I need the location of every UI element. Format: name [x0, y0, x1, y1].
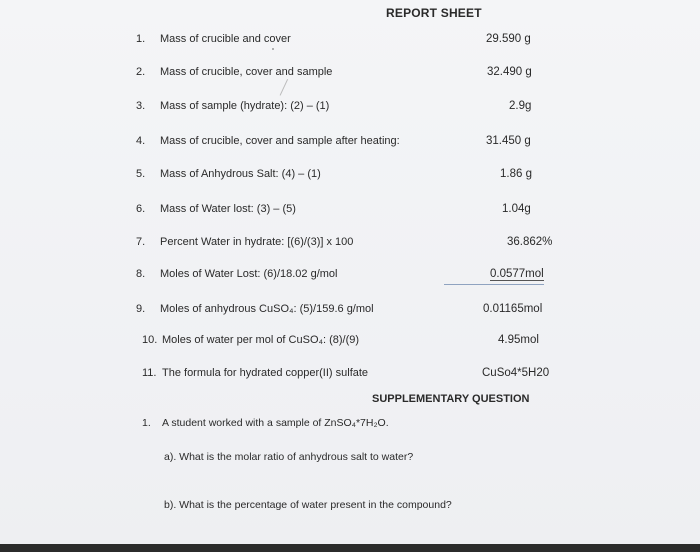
item-label: Mass of crucible and cover — [160, 33, 291, 45]
answer-line — [444, 284, 544, 285]
list-item — [0, 168, 700, 186]
item-number: 5. — [136, 168, 146, 180]
item-label: Mass of crucible, cover and sample after heating: — [160, 135, 400, 147]
list-item — [0, 66, 700, 84]
item-value: 36.862% — [507, 236, 553, 248]
list-item — [0, 268, 700, 286]
item-value: 32.490 g — [487, 66, 532, 78]
list-item — [0, 203, 700, 221]
item-value: 31.450 g — [486, 135, 531, 147]
item-number: 6. — [136, 203, 146, 215]
item-label: Mass of sample (hydrate): (2) – (1) — [160, 100, 330, 112]
item-number: 10. — [142, 334, 158, 346]
item-label: Moles of anhydrous CuSO₄: (5)/159.6 g/mol — [160, 303, 374, 315]
supplementary-heading: SUPPLEMENTARY QUESTION — [372, 393, 530, 405]
list-item — [0, 334, 700, 352]
list-item — [0, 100, 700, 118]
item-number: 8. — [136, 268, 146, 280]
list-item — [0, 33, 700, 51]
item-value: 0.0577mol — [490, 268, 544, 280]
page-title: REPORT SHEET — [386, 6, 482, 20]
item-label: Moles of Water Lost: (6)/18.02 g/mol — [160, 268, 338, 280]
item-value: CuSo4*5H20 — [482, 367, 550, 379]
item-value: 0.01165mol — [483, 303, 543, 315]
item-value: 4.95mol — [498, 334, 539, 346]
item-value: 1.86 g — [500, 168, 532, 180]
item-label: Moles of water per mol of CuSO₄: (8)/(9) — [162, 334, 360, 346]
item-number: 1. — [136, 33, 146, 45]
question-part-b: b). What is the percentage of water present in the compound? — [164, 499, 452, 511]
item-label: Percent Water in hydrate: [(6)/(3)] x 100 — [160, 236, 354, 248]
question-text: A student worked with a sample of ZnSO₄*7H₂O. — [162, 417, 389, 429]
taskbar-strip — [0, 544, 700, 552]
item-label: Mass of Water lost: (3) – (5) — [160, 203, 296, 215]
item-label: The formula for hydrated copper(II) sulfate — [162, 367, 369, 379]
item-label: Mass of crucible, cover and sample — [160, 66, 333, 78]
item-value: 1.04g — [502, 203, 531, 215]
list-item — [0, 303, 700, 321]
item-number: 9. — [136, 303, 146, 315]
list-item — [0, 135, 700, 153]
item-value: 29.590 g — [486, 33, 531, 45]
question-part-a: a). What is the molar ratio of anhydrous salt to water? — [164, 451, 414, 463]
list-item — [0, 236, 700, 254]
item-number: 4. — [136, 135, 146, 147]
question-number: 1. — [142, 417, 151, 429]
list-item — [0, 367, 700, 385]
item-label: Mass of Anhydrous Salt: (4) – (1) — [160, 168, 321, 180]
item-number: 3. — [136, 100, 146, 112]
item-value: 2.9g — [509, 100, 532, 112]
item-number: 11. — [142, 367, 157, 379]
item-number: 2. — [136, 66, 146, 78]
item-number: 7. — [136, 236, 146, 248]
